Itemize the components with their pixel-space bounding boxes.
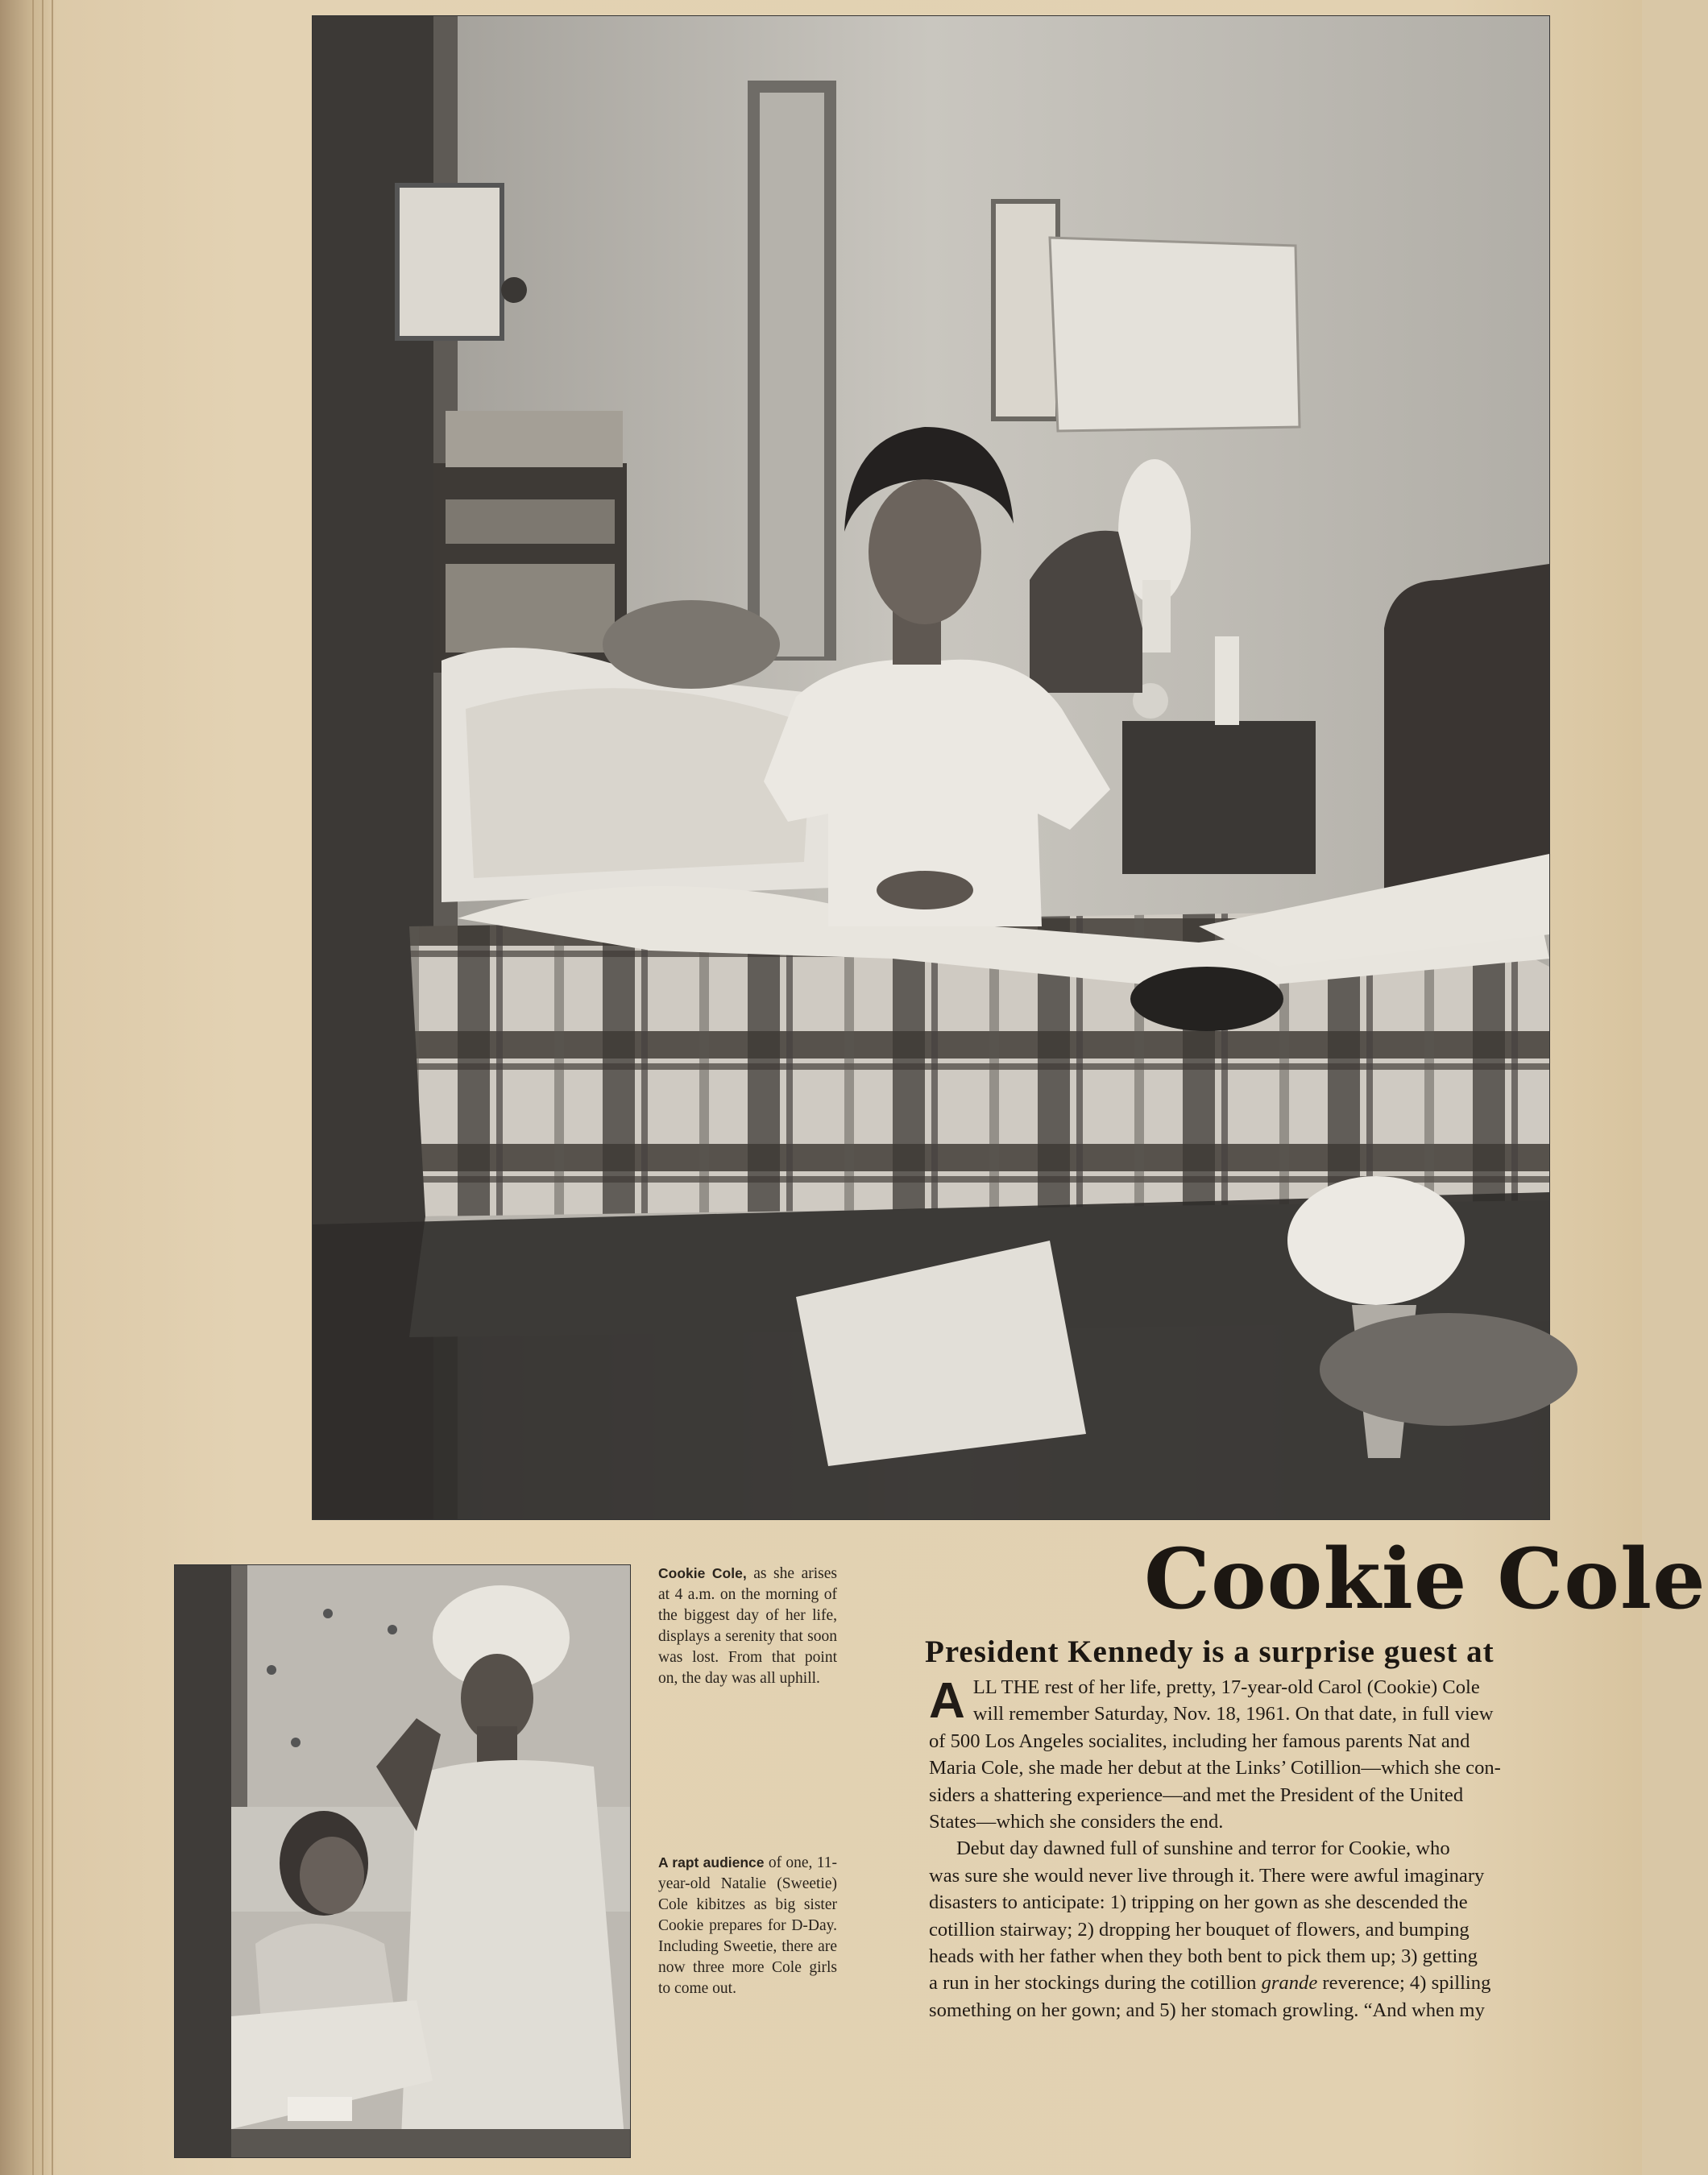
drop-cap: A (929, 1673, 965, 1729)
sisters-photo-drawing (175, 1565, 630, 2157)
caption-lead: A rapt audience (658, 1854, 765, 1870)
article-line: Debut day dawned full of sunshine and terror for Cookie, who (956, 1837, 1450, 1860)
article-line: States—which she considers the end. (929, 1811, 1224, 1833)
page-edge-line (32, 0, 34, 2175)
caption-text: as she arises at 4 a.m. on the morning of the biggest day of her life, displays a serenity that soon was lost. From that point on, the day was all uphill. (658, 1565, 837, 1687)
page-edge-line (42, 0, 44, 2175)
caption-cookie-arises (658, 1563, 837, 1689)
article-line: siders a shattering experience—and met the President of the United (929, 1784, 1464, 1806)
caption-lead: Cookie Cole, (658, 1565, 747, 1581)
article-line: disasters to anticipate: 1) tripping on her gown as she descended the (929, 1891, 1468, 1914)
article-line: cotillion stairway; 2) dropping her bouquet of flowers, and bumping (929, 1918, 1470, 1941)
article-line (929, 1970, 1654, 1996)
caption-rapt-audience (658, 1852, 837, 1999)
article-line: of 500 Los Angeles socialites, including her famous parents Nat and (929, 1730, 1470, 1752)
article-line: Maria Cole, she made her debut at the Links’ Cotillion—which she con- (929, 1757, 1501, 1779)
bedroom-photo-drawing (313, 16, 1549, 1519)
article-subhead: President Kennedy is a surprise guest at (925, 1634, 1494, 1669)
article-line-part: reverence; 4) spilling (1317, 1972, 1491, 1995)
small-photo-sisters (175, 1565, 630, 2157)
caption-text: of one, 11-year-old Natalie (Sweetie) Cole kibitzes as big sister Cookie prepares for D-Day. Including Sweetie, there are now three more Cole girls to come out. (658, 1854, 837, 1997)
article-line: will remember Saturday, Nov. 18, 1961. On that date, in full view (972, 1703, 1494, 1726)
article-line: heads with her father when they both bent to pick them up; 3) getting (929, 1945, 1478, 1968)
article-line: was sure she would never live through it. There were awful imaginary (929, 1864, 1485, 1887)
article-line-part: a run in her stockings during the cotillion (929, 1972, 1262, 1995)
article-line: something on her gown; and 5) her stomach growling. “And when my (929, 1999, 1485, 2021)
main-photo-bedroom (313, 16, 1549, 1519)
article-italic-word: grande (1261, 1972, 1318, 1995)
article-line: LL THE rest of her life, pretty, 17-year-old Carol (Cookie) Cole (972, 1676, 1480, 1698)
page-edge-shadow (0, 0, 56, 2175)
article-headline: Cookie Cole (1144, 1531, 1706, 1628)
page-edge-line (52, 0, 53, 2175)
article-body (929, 1674, 1654, 2024)
